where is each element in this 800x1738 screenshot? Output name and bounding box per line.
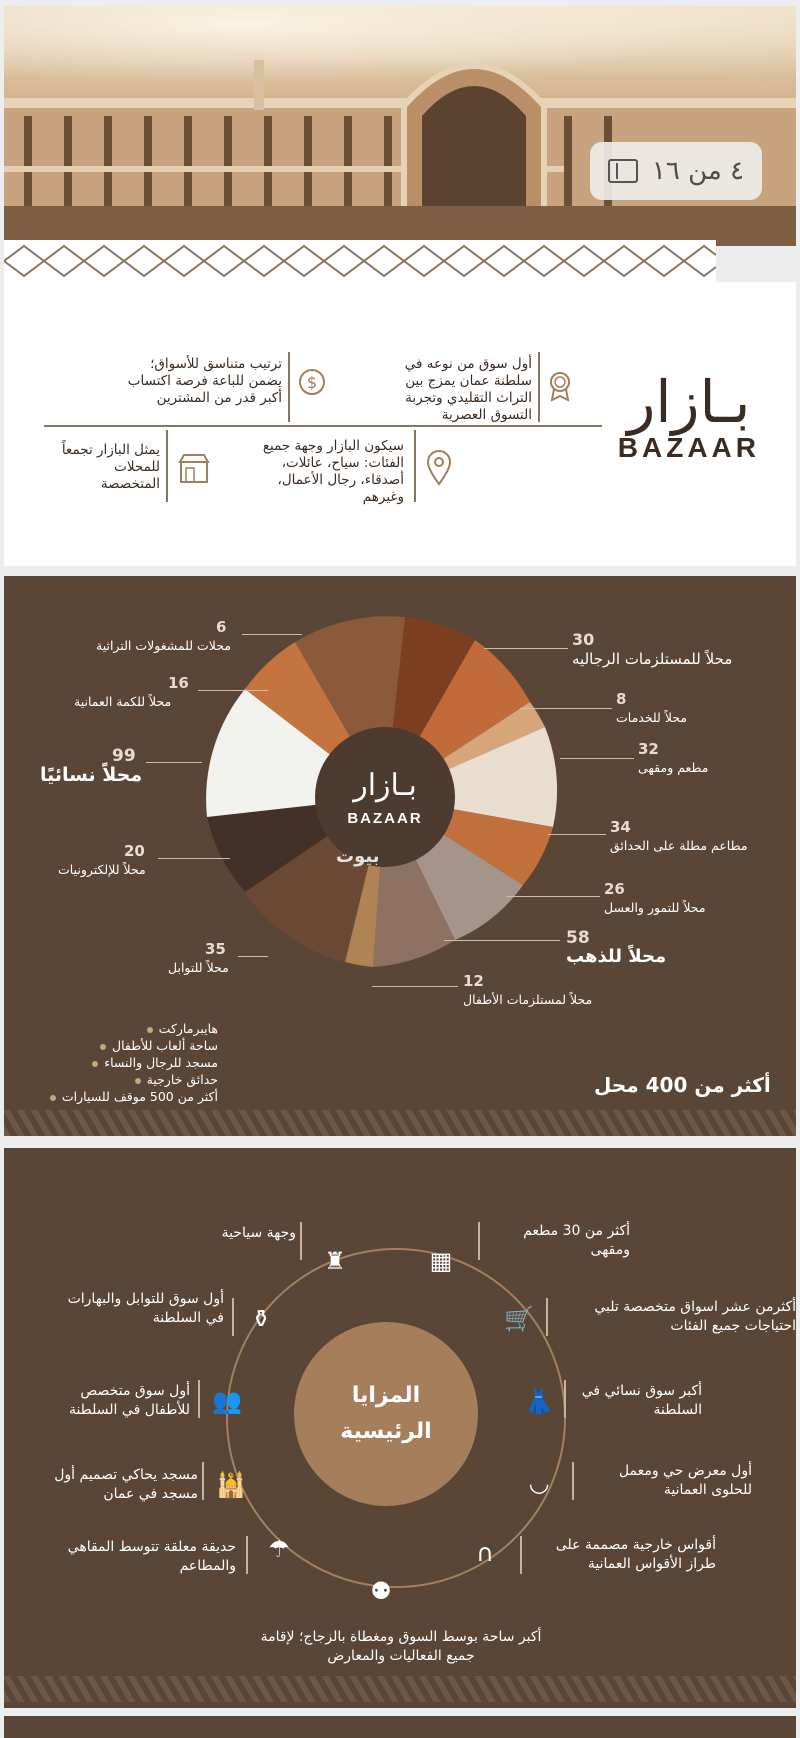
features-title-line1: المزايا [351, 1383, 421, 1408]
castle-icon: ♜ [324, 1247, 346, 1275]
amenity-item: مسجد للرجال والنساء [28, 1054, 218, 1071]
wheel-logo-english: BAZAAR [347, 810, 423, 827]
kids-icon: 👥 [212, 1387, 242, 1415]
feature-item: أكثرمن عشر اسواق متخصصة تلبي احتياجات جميع الفئات [594, 1299, 796, 1334]
store-label: محلاً نسائيًا [40, 764, 143, 786]
store-count: 35 [205, 940, 226, 958]
amenity-item: أكثر من 500 موقف للسيارات [28, 1088, 218, 1105]
bazaar-logo [617, 368, 760, 464]
feature-item: أول معرض حي ومعمل للحلوى العمانية [618, 1463, 752, 1498]
divider [198, 1380, 200, 1418]
amenity-item: هايبرماركت [28, 1020, 218, 1037]
watermark: بيوت [336, 846, 380, 867]
arch-icon: ∩ [476, 1539, 494, 1567]
award-icon [546, 370, 574, 408]
next-panel-edge [4, 1716, 796, 1738]
feature-item: أكبر سوق نسائي في السلطنة [581, 1383, 702, 1418]
divider [202, 1462, 204, 1500]
store-count: 30 [572, 630, 595, 649]
bowl-icon: ◡ [528, 1469, 550, 1497]
hero-banner [4, 6, 796, 246]
features-title-line2: الرئيسية [340, 1419, 432, 1444]
store-label: محلاً للذهب [566, 946, 667, 967]
divider [232, 1298, 234, 1336]
spice-bottle-icon: ⚱ [250, 1305, 272, 1333]
store-count: 34 [610, 818, 631, 836]
divider [520, 1536, 522, 1574]
divider [288, 352, 290, 422]
wheel-logo-arabic: بـازار [353, 768, 417, 803]
store-label: محلات للمشغولات التراثية [96, 638, 232, 653]
divider [300, 1222, 302, 1260]
store-count: 58 [566, 928, 590, 948]
feature-arrangement: ترتيب متناسق للأسواق؛ يضمن للباعة فرصة اكتساب أكبر قدر من المشترين [127, 356, 282, 406]
divider [538, 352, 540, 422]
store-label: محلاً للكمة العمانية [74, 694, 172, 709]
feature-destination: سيكون البازار وجهة جميع الفئات: سياح، عائلات، أصدقاء، رجال الأعمال، وغيرهم [262, 438, 404, 505]
amenity-item: حدائق خارجية [28, 1071, 218, 1088]
image-counter-text: ٤ من ١٦ [651, 156, 745, 186]
store-count: 26 [604, 880, 625, 898]
divider [246, 1536, 248, 1574]
store-label: محلاً للمستلزمات الرجاليه [572, 650, 733, 668]
feature-item: أول سوق للتوابل والبهارات في السلطنة [67, 1291, 224, 1326]
store-count: 99 [112, 746, 136, 766]
feature-item: أول سوق متخصص للأطفال في السلطنة [68, 1383, 190, 1418]
store-label: مطاعم مطلة على الحدائق [610, 838, 748, 853]
store-label: محلاً للتمور والعسل [604, 900, 706, 915]
store-label: محلاً للإلكترونيات [58, 862, 146, 877]
divider [564, 1380, 566, 1418]
amenities-list [28, 1020, 218, 1105]
store-label: محلاً للتوابل [168, 960, 229, 975]
store-count: 32 [638, 740, 659, 758]
divider [44, 425, 602, 427]
location-pin-icon [426, 450, 452, 492]
feature-item: حديقة معلقة تتوسط المقاهي والمطاعم [67, 1539, 236, 1574]
divider [166, 430, 168, 502]
logo-arabic: بـازار [627, 368, 751, 436]
cafe-table-icon: ☂ [268, 1535, 290, 1563]
divider [546, 1298, 548, 1336]
storefront-icon [178, 452, 210, 490]
mosque-icon: 🕌 [216, 1471, 246, 1499]
svg-text:$: $ [306, 373, 318, 392]
divider [414, 430, 416, 502]
store-count: 8 [616, 690, 627, 708]
divider [572, 1462, 574, 1500]
shop-icon: ▦ [429, 1247, 453, 1275]
total-stores: أكثر من 400 محل [594, 1073, 771, 1097]
features-title [294, 1322, 478, 1506]
lattice-pattern [4, 240, 716, 282]
logo-english: BAZAAR [617, 432, 760, 463]
feature-item: أكبر ساحة بوسط السوق ومغطاة بالزجاج؛ لإقامة جميع الفعاليات والمعارض [260, 1629, 542, 1664]
image-counter[interactable] [590, 142, 762, 200]
cart-icon: 🛒 [504, 1305, 534, 1333]
feature-specialized: يمثل البازار تجمعاً للمحلات المتخصصة [61, 442, 160, 492]
store-label: مطعم ومقهى [638, 760, 709, 775]
pattern-band [4, 1110, 796, 1136]
store-label: محلاً للخدمات [616, 710, 688, 725]
feature-item: أكثر من 30 مطعم ومقهى [523, 1223, 630, 1258]
divider [478, 1222, 480, 1260]
store-count: 6 [216, 618, 227, 636]
store-label: محلاً لمستلزمات الأطفال [463, 992, 593, 1007]
gallery-icon [608, 159, 638, 183]
feature-item: أقواس خارجية مصممة على طراز الأقواس العمانية [555, 1537, 716, 1572]
stores-wheel-chart [200, 612, 570, 982]
amenity-item: ساحة ألعاب للأطفال [28, 1037, 218, 1054]
feature-item: وجهة سياحية [221, 1225, 296, 1241]
dollar-icon [298, 368, 326, 406]
bazaar-building-illustration [4, 6, 796, 246]
store-count: 20 [124, 842, 145, 860]
feature-item: مسجد يحاكي تصميم أول مسجد في عمان [54, 1467, 198, 1502]
dress-icon: 👗 [524, 1387, 554, 1415]
store-count: 12 [463, 972, 484, 990]
pattern-band [4, 1676, 796, 1702]
people-icon: ⚉ [370, 1577, 392, 1605]
store-count: 16 [168, 674, 189, 692]
feature-first-souq: أول سوق من نوعه في سلطنة عمان يمزج بين التراث التقليدي وتجربة التسوق العصرية [404, 356, 532, 423]
